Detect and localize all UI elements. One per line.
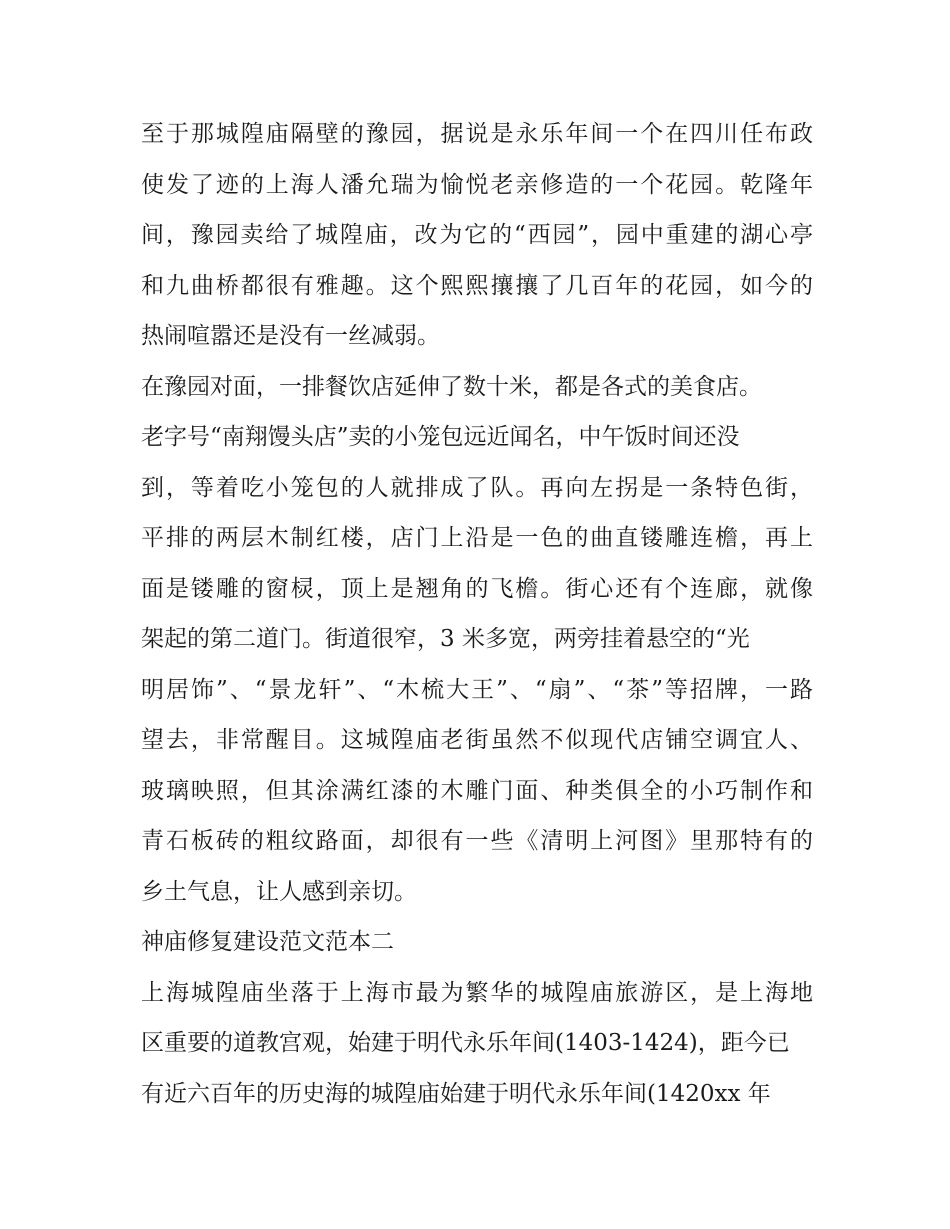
text-line: 和九曲桥都很有雅趣。这个熙熙攘攘了几百年的花园，如今的 xyxy=(141,272,813,299)
text-line: 平排的两层木制红楼，店门上沿是一色的曲直镂雕连檐，再上 xyxy=(141,525,813,551)
section-title xyxy=(141,917,813,968)
text-line: 玻璃映照，但其涂满红漆的木雕门面、种类俱全的小巧制作和 xyxy=(141,777,813,804)
text-line: 间，豫园卖给了城隍庙，改为它的“西园”，园中重建的湖心亭 xyxy=(141,222,813,248)
text-line: 面是镂雕的窗棂，顶上是翘角的飞檐。街心还有个连廊，就像 xyxy=(141,575,813,602)
text-line: 至于那城隍庙隔壁的豫园，据说是永乐年间一个在四川任布政 xyxy=(141,121,813,147)
text-line: 青石板砖的粗纹路面，却很有一些《清明上河图》里那特有的 xyxy=(141,828,813,854)
text-line: 上海城隍庙坐落于上海市最为繁华的城隍庙旅游区，是上海地 xyxy=(141,979,813,1006)
text-line: 使发了迹的上海人潘允瑞为愉悦老亲修造的一个花园。乾隆年 xyxy=(141,171,813,198)
text-line: 热闹喧嚣还是没有一丝减弱。 xyxy=(141,323,440,349)
section-title-text: 神庙修复建设范文范本二 xyxy=(141,929,394,955)
text-line: 老字号“南翔馒头店”卖的小笼包远近闻名，中午饭时间还没 xyxy=(141,424,740,450)
text-line: 明居饰”、“景龙轩”、“木梳大王”、“扇”、“茶”等招牌，一路 xyxy=(141,676,813,703)
text-line: 区重要的道教宫观，始建于明代永乐年间(1403-1424)，距今已 xyxy=(141,1030,790,1056)
text-line: 架起的第二道门。街道很窄，3 米多宽，两旁挂着悬空的“光 xyxy=(141,626,750,652)
paragraph-old-street xyxy=(141,362,813,918)
document-body xyxy=(141,109,813,1119)
text-line: 乡土气息，让人感到亲切。 xyxy=(141,878,417,905)
paragraph-yuyuan-history xyxy=(141,109,813,362)
text-line: 有近六百年的历史海的城隍庙始建于明代永乐年间(1420xx 年 xyxy=(141,1080,771,1107)
paragraph-chenghuangmiao-intro xyxy=(141,968,813,1120)
text-line: 在豫园对面，一排餐饮店延伸了数十米，都是各式的美食店。 xyxy=(141,373,762,400)
text-line: 到，等着吃小笼包的人就排成了队。再向左拐是一条特色街， xyxy=(141,474,813,501)
text-line: 望去，非常醒目。这城隍庙老街虽然不似现代店铺空调宜人、 xyxy=(141,727,813,753)
